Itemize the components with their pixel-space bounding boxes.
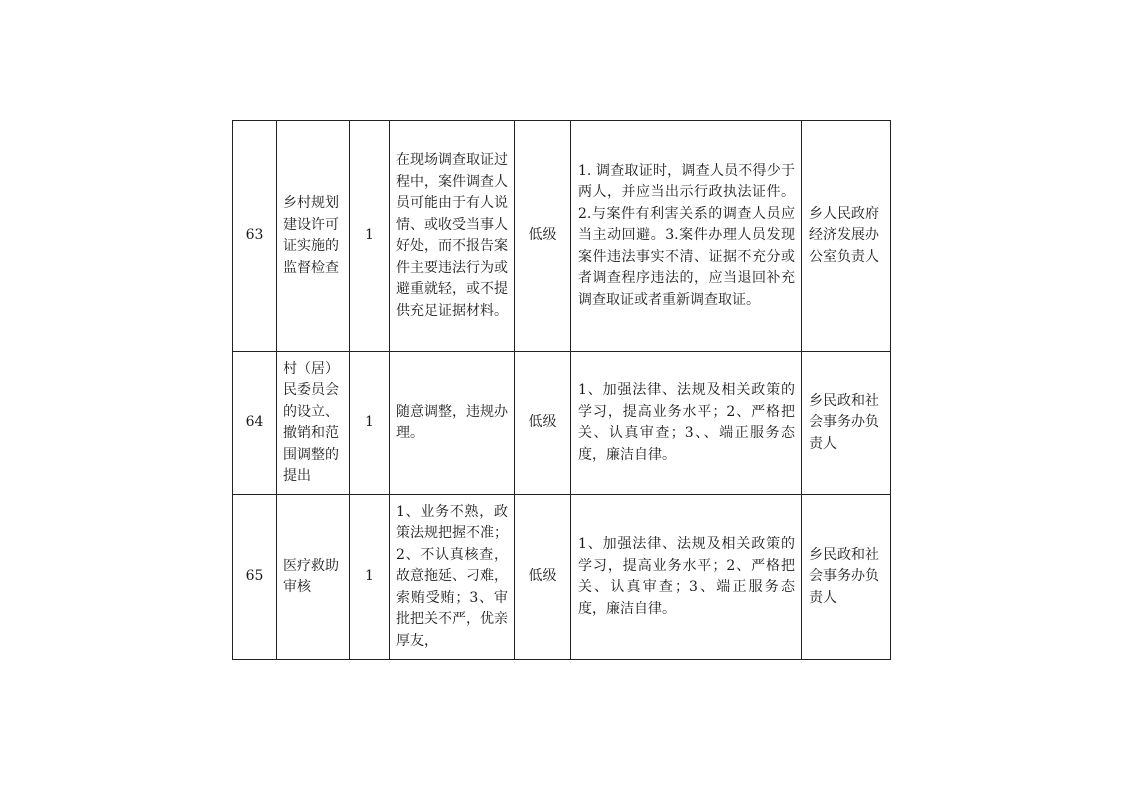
risk-description: 在现场调查取证过程中，案件调查人员可能由于有人说情、或收受当事人好处，而不报告案件主要违法行为或避重就轻，或不提供充足证据材料。	[390, 121, 515, 352]
prevention-measures: 1、加强法律、法规及相关政策的学习，提高业务水平；2、严格把关、认真审查；3、端正服务态度，廉洁自律。	[571, 495, 802, 660]
risk-description: 1、业务不熟，政策法规把握不准；2、不认真核查，故意拖延、刁难，索贿受贿；3、审批把关不严，优亲厚友，	[390, 495, 515, 660]
table-row	[233, 495, 891, 660]
prevention-measures: 1、加强法律、法规及相关政策的学习，提高业务水平；2、严格把关、认真审查；3、、端正服务态度，廉洁自律。	[571, 352, 802, 495]
risk-level: 低级	[515, 121, 571, 352]
risk-table	[232, 120, 891, 660]
item-name: 医疗救助审核	[277, 495, 350, 660]
row-number: 65	[233, 495, 277, 660]
prevention-measures: 1. 调查取证时，调查人员不得少于两人，并应当出示行政执法证件。2.与案件有利害关系的调查人员应当主动回避。3.案件办理人员发现案件违法事实不清、证据不充分或者调查程序违法的，应当退回补充调查取证或者重新调查取证。	[571, 121, 802, 352]
item-name: 乡村规划建设许可证实施的监督检查	[277, 121, 350, 352]
count-cell: 1	[350, 495, 390, 660]
risk-level: 低级	[515, 495, 571, 660]
table-row	[233, 352, 891, 495]
responsible-person: 乡人民政府经济发展办公室负责人	[802, 121, 891, 352]
responsible-person: 乡民政和社会事务办负责人	[802, 495, 891, 660]
item-name: 村（居）民委员会的设立、撤销和范围调整的提出	[277, 352, 350, 495]
count-cell: 1	[350, 121, 390, 352]
responsible-person: 乡民政和社会事务办负责人	[802, 352, 891, 495]
risk-level: 低级	[515, 352, 571, 495]
table-row	[233, 121, 891, 352]
risk-description: 随意调整，违规办理。	[390, 352, 515, 495]
row-number: 64	[233, 352, 277, 495]
row-number: 63	[233, 121, 277, 352]
count-cell: 1	[350, 352, 390, 495]
